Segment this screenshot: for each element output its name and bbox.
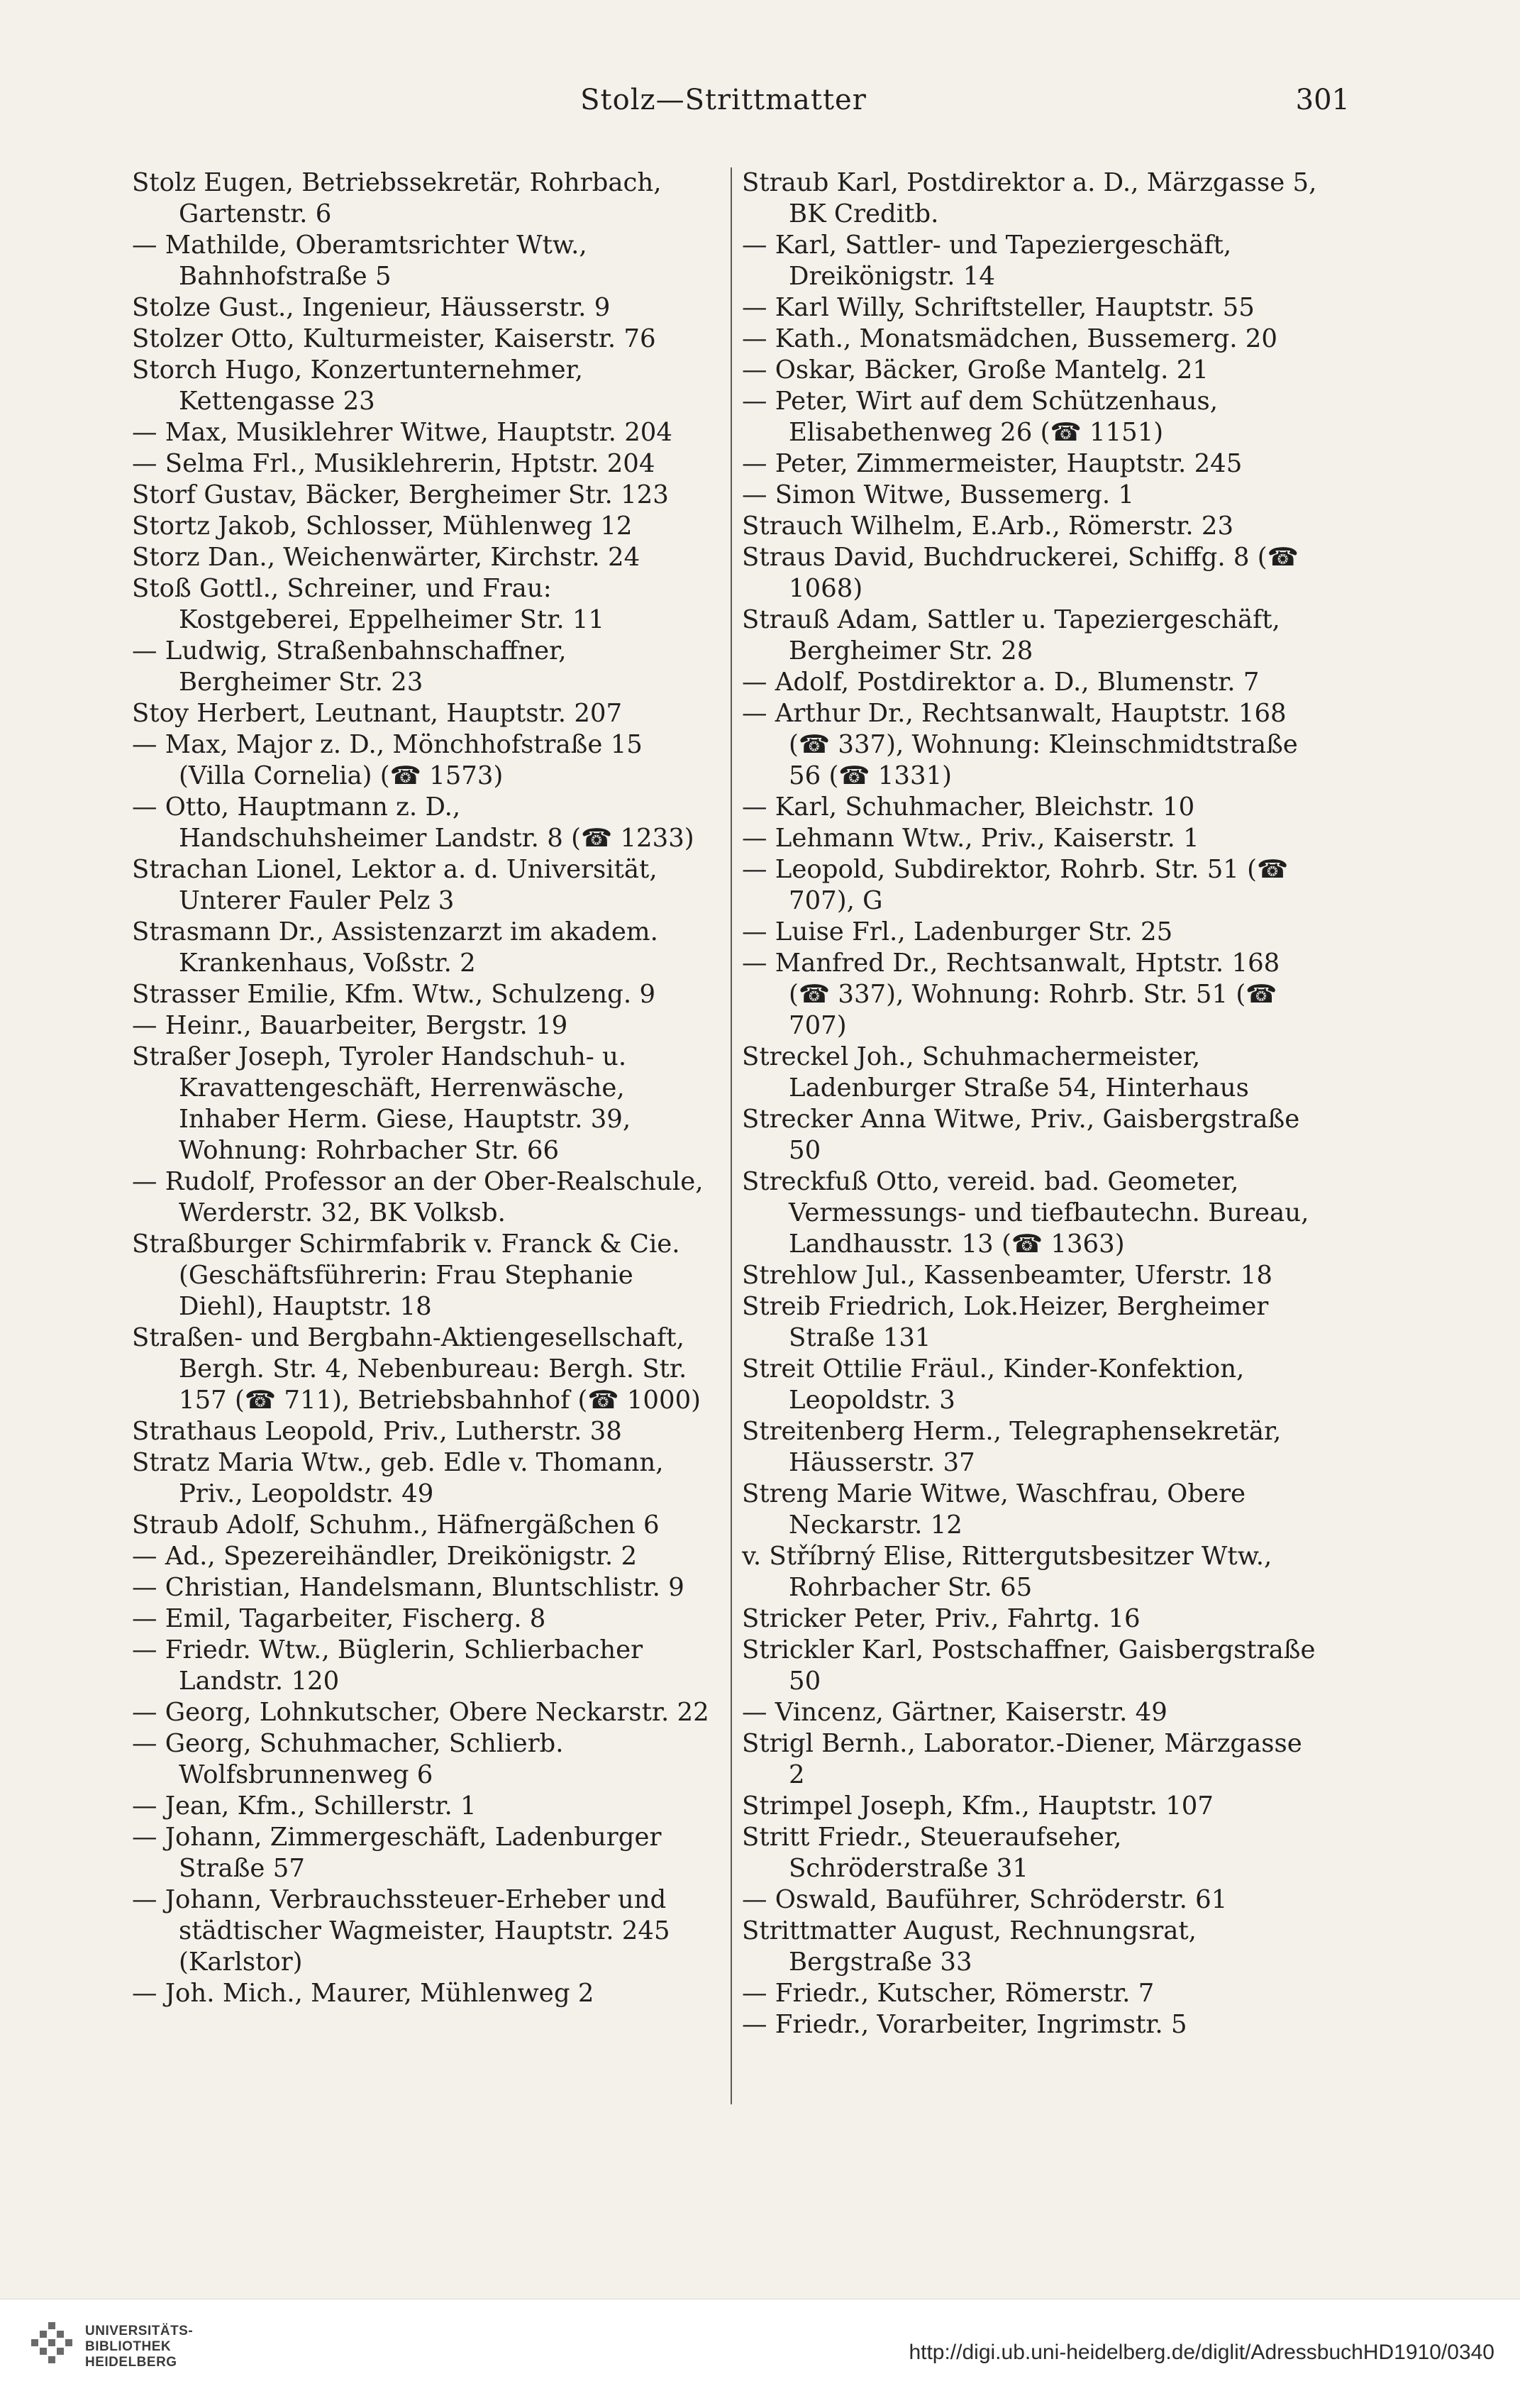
directory-entry: Stolze Gust., Ingenieur, Häusserstr. 9 xyxy=(132,293,611,322)
directory-entry: — Karl Willy, Schriftsteller, Hauptstr. 55 xyxy=(742,293,1255,322)
directory-entry: Strehlow Jul., Kassenbeamter, Uferstr. 18 xyxy=(742,1261,1272,1290)
directory-entry: Strasser Emilie, Kfm. Wtw., Schulzeng. 9 xyxy=(132,980,656,1009)
directory-entry: Stortz Jakob, Schlosser, Mühlenweg 12 xyxy=(132,512,633,541)
directory-entry: — Arthur Dr., Rechtsanwalt, Hauptstr. 168 (☎ 337), Wohnung: Kleinschmidtstraße 56 (☎ 1331) xyxy=(742,699,1298,790)
directory-entry: — Christian, Handelsmann, Bluntschlistr. 9 xyxy=(132,1573,684,1602)
directory-entry: Strittmatter August, Rechnungsrat, Bergstraße 33 xyxy=(742,1916,1197,1977)
page-header-title: Stolz—Strittmatter xyxy=(580,84,867,116)
directory-entry: Straub Adolf, Schuhm., Häfnergäßchen 6 xyxy=(132,1510,660,1540)
directory-entry: Stritt Friedr., Steueraufseher, Schröderstraße 31 xyxy=(742,1823,1122,1883)
directory-entry: Strecker Anna Witwe, Priv., Gaisbergstraße 50 xyxy=(742,1105,1300,1165)
directory-entry: — Oskar, Bäcker, Große Mantelg. 21 xyxy=(742,355,1209,385)
directory-entry: — Ad., Spezereihändler, Dreikönigstr. 2 xyxy=(132,1542,638,1571)
directory-entry: — Mathilde, Oberamtsrichter Wtw., Bahnhofstraße 5 xyxy=(132,231,587,291)
directory-entry: Strimpel Joseph, Kfm., Hauptstr. 107 xyxy=(742,1791,1214,1821)
directory-entry: — Kath., Monatsmädchen, Bussemerg. 20 xyxy=(742,324,1277,353)
directory-entry: — Oswald, Bauführer, Schröderstr. 61 xyxy=(742,1885,1228,1914)
directory-entry: — Lehmann Wtw., Priv., Kaiserstr. 1 xyxy=(742,824,1199,853)
left-column xyxy=(132,167,714,2009)
directory-entry: Strauch Wilhelm, E.Arb., Römerstr. 23 xyxy=(742,512,1234,541)
directory-entry: — Manfred Dr., Rechtsanwalt, Hptstr. 168 (☎ 337), Wohnung: Rohrb. Str. 51 (☎ 707) xyxy=(742,949,1280,1040)
directory-entry: — Joh. Mich., Maurer, Mühlenweg 2 xyxy=(132,1979,594,2008)
directory-entry: — Friedr. Wtw., Büglerin, Schlierbacher Landstr. 120 xyxy=(132,1635,643,1696)
source-url-link[interactable]: http://digi.ub.uni-heidelberg.de/diglit/AdressbuchHD1910/0340 xyxy=(909,2341,1494,2364)
directory-entry: — Rudolf, Professor an der Ober-Realschule, Werderstr. 32, BK Volksb. xyxy=(132,1167,704,1227)
directory-entry: — Luise Frl., Ladenburger Str. 25 xyxy=(742,917,1173,946)
directory-entry: Streckfuß Otto, vereid. bad. Geometer, Vermessungs- und tiefbautechn. Bureau, Landhausstr. 13 (☎ 1363) xyxy=(742,1167,1309,1259)
directory-entry: — Johann, Verbrauchssteuer-Erheber und städtischer Wagmeister, Hauptstr. 245 (Karlstor) xyxy=(132,1885,670,1977)
directory-entry: Strasmann Dr., Assistenzarzt im akadem. Krankenhaus, Voßstr. 2 xyxy=(132,917,658,978)
directory-entry: Streng Marie Witwe, Waschfrau, Obere Neckarstr. 12 xyxy=(742,1479,1246,1540)
directory-entry: Straßburger Schirmfabrik v. Franck & Cie. (Geschäftsführerin: Frau Stephanie Diehl), Hauptstr. 18 xyxy=(132,1230,680,1321)
directory-entry: — Georg, Lohnkutscher, Obere Neckarstr. 22 xyxy=(132,1698,709,1727)
institution-line: HEIDELBERG xyxy=(85,2355,177,2370)
directory-entry: Straßen- und Bergbahn-Aktiengesellschaft, Bergh. Str. 4, Nebenbureau: Bergh. Str. 157 (☎ 711), Betriebsbahnhof (☎ 1000) xyxy=(132,1323,701,1415)
institution-name xyxy=(85,2324,193,2370)
institution-line: BIBLIOTHEK xyxy=(85,2339,172,2354)
directory-entry: — Karl, Schuhmacher, Bleichstr. 10 xyxy=(742,792,1195,822)
directory-entry: Storz Dan., Weichenwärter, Kirchstr. 24 xyxy=(132,543,640,572)
directory-entry: Strachan Lionel, Lektor a. d. Universität, Unterer Fauler Pelz 3 xyxy=(132,855,658,915)
directory-entry: Stoy Herbert, Leutnant, Hauptstr. 207 xyxy=(132,699,623,728)
directory-entry: Stoß Gottl., Schreiner, und Frau: Kostgeberei, Eppelheimer Str. 11 xyxy=(132,574,605,634)
institution-line: UNIVERSITÄTS- xyxy=(85,2324,194,2338)
directory-entry: Stolzer Otto, Kulturmeister, Kaiserstr. 76 xyxy=(132,324,656,353)
directory-entry: — Max, Major z. D., Mönchhofstraße 15 (Villa Cornelia) (☎ 1573) xyxy=(132,730,643,790)
viewer-footer xyxy=(0,2299,1520,2408)
directory-entry: — Ludwig, Straßenbahnschaffner, Bergheimer Str. 23 xyxy=(132,636,567,697)
right-column xyxy=(742,167,1324,2040)
directory-entry: — Otto, Hauptmann z. D., Handschuhsheimer Landstr. 8 (☎ 1233) xyxy=(132,792,694,853)
directory-entry: Stratz Maria Wtw., geb. Edle v. Thomann, Priv., Leopoldstr. 49 xyxy=(132,1448,664,1508)
directory-entry: Straßer Joseph, Tyroler Handschuh- u. Kravattengeschäft, Herrenwäsche, Inhaber Herm. Giese, Hauptstr. 39, Wohnung: Rohrbacher Str. 66 xyxy=(132,1042,631,1165)
directory-entry: v. Stříbrný Elise, Rittergutsbesitzer Wtw., Rohrbacher Str. 65 xyxy=(742,1542,1272,1602)
directory-entry: Streit Ottilie Fräul., Kinder-Konfektion, Leopoldstr. 3 xyxy=(742,1354,1245,1415)
directory-entry: — Max, Musiklehrer Witwe, Hauptstr. 204 xyxy=(132,418,672,447)
directory-entry: — Adolf, Postdirektor a. D., Blumenstr. 7 xyxy=(742,668,1260,697)
directory-entry: Strigl Bernh., Laborator.-Diener, Märzgasse 2 xyxy=(742,1729,1302,1789)
directory-entry: Streckel Joh., Schuhmachermeister, Ladenburger Straße 54, Hinterhaus xyxy=(742,1042,1249,1103)
directory-entry: Streib Friedrich, Lok.Heizer, Bergheimer Straße 131 xyxy=(742,1292,1269,1352)
running-head xyxy=(0,84,1520,133)
directory-entry: — Jean, Kfm., Schillerstr. 1 xyxy=(132,1791,477,1821)
directory-entry: — Georg, Schuhmacher, Schlierb. Wolfsbrunnenweg 6 xyxy=(132,1729,564,1789)
directory-entry: — Vincenz, Gärtner, Kaiserstr. 49 xyxy=(742,1698,1167,1727)
directory-entry: Strathaus Leopold, Priv., Lutherstr. 38 xyxy=(132,1417,622,1446)
directory-entry: Strauß Adam, Sattler u. Tapeziergeschäft, Bergheimer Str. 28 xyxy=(742,605,1280,665)
directory-entry: — Heinr., Bauarbeiter, Bergstr. 19 xyxy=(132,1011,568,1040)
directory-entry: Streitenberg Herm., Telegraphensekretär, Häusserstr. 37 xyxy=(742,1417,1282,1477)
directory-entry: Straus David, Buchdruckerei, Schiffg. 8 (☎ 1068) xyxy=(742,543,1299,603)
directory-entry: — Emil, Tagarbeiter, Fischerg. 8 xyxy=(132,1604,546,1633)
directory-entry: — Simon Witwe, Bussemerg. 1 xyxy=(742,480,1135,509)
directory-entry: Stolz Eugen, Betriebssekretär, Rohrbach, Gartenstr. 6 xyxy=(132,168,662,228)
directory-entry: — Friedr., Vorarbeiter, Ingrimstr. 5 xyxy=(742,2010,1187,2039)
directory-entry: — Leopold, Subdirektor, Rohrb. Str. 51 (☎ 707), G xyxy=(742,855,1289,915)
directory-entry: Storch Hugo, Konzertunternehmer, Kettengasse 23 xyxy=(132,355,583,416)
directory-entry: — Peter, Wirt auf dem Schützenhaus, Elisabethenweg 26 (☎ 1151) xyxy=(742,387,1219,447)
directory-entry: — Johann, Zimmergeschäft, Ladenburger Straße 57 xyxy=(132,1823,662,1883)
directory-entry: Straub Karl, Postdirektor a. D., Märzgasse 5, BK Creditb. xyxy=(742,168,1317,228)
directory-entry: — Selma Frl., Musiklehrerin, Hptstr. 204 xyxy=(132,449,655,478)
directory-entry: — Karl, Sattler- und Tapeziergeschäft, Dreikönigstr. 14 xyxy=(742,231,1232,291)
directory-entry: Storf Gustav, Bäcker, Bergheimer Str. 123 xyxy=(132,480,669,509)
directory-entry: Stricker Peter, Priv., Fahrtg. 16 xyxy=(742,1604,1141,1633)
page-number: 301 xyxy=(1295,84,1350,116)
university-library-logo-icon xyxy=(27,2321,77,2370)
directory-entry: — Peter, Zimmermeister, Hauptstr. 245 xyxy=(742,449,1243,478)
column-divider xyxy=(731,167,732,2104)
directory-entry: Strickler Karl, Postschaffner, Gaisbergstraße 50 xyxy=(742,1635,1316,1696)
directory-entry: — Friedr., Kutscher, Römerstr. 7 xyxy=(742,1979,1155,2008)
